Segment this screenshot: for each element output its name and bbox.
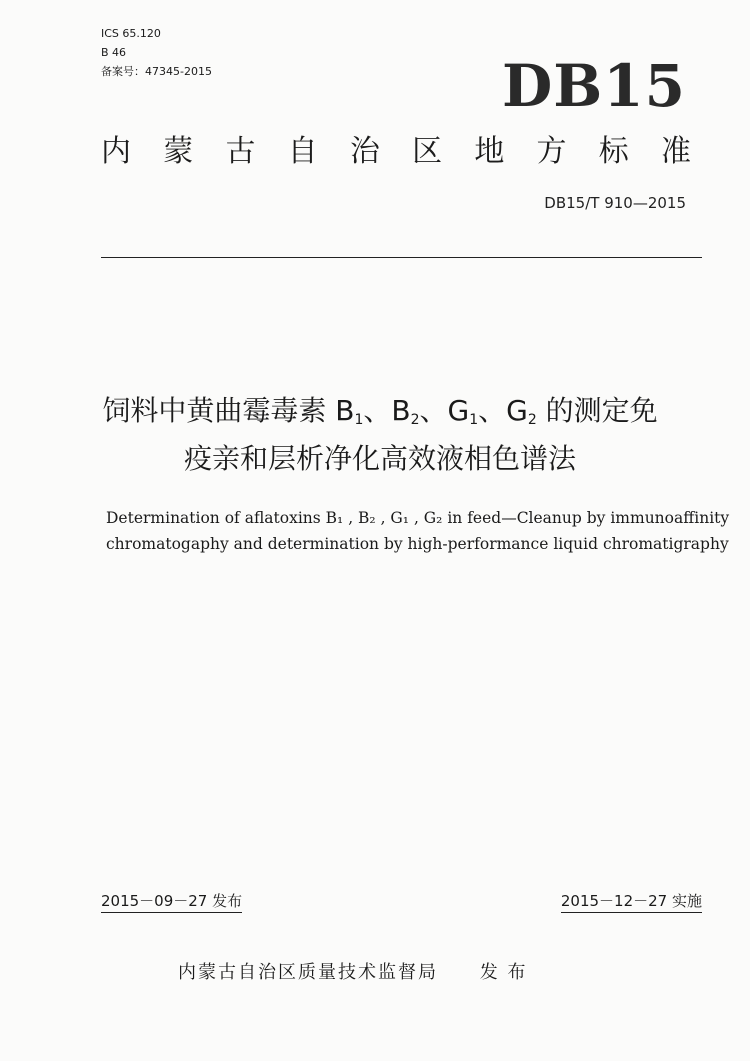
standard-type-char: 准	[660, 134, 691, 169]
record-number: 备案号：47345-2015	[101, 65, 212, 78]
chinese-title-line-2: 疫亲和层析净化高效液相色谱法	[183, 442, 576, 475]
classification-block	[101, 24, 212, 81]
issuer-org: 内蒙古自治区质量技术监督局	[178, 962, 438, 983]
subscript: 1	[354, 412, 364, 428]
standard-type-char: 方	[536, 134, 567, 169]
ics-code: ICS 65.120	[101, 27, 161, 40]
standard-type-char: 区	[412, 134, 443, 169]
standard-type-char: 治	[349, 134, 380, 169]
title-text: 、G	[478, 394, 528, 427]
title-text: 、G	[419, 394, 470, 427]
subscript: 1	[469, 412, 479, 428]
english-title	[106, 505, 730, 557]
header-divider	[101, 257, 702, 258]
subscript: 2	[527, 412, 537, 428]
publish-date: 2015－09－27 发布	[101, 890, 242, 913]
standard-number: DB15/T 910—2015	[544, 194, 686, 212]
english-title-line-2: chromatogaphy and determination by high-performance liquid chromatigraphy	[106, 535, 729, 553]
standard-type-char: 自	[287, 134, 318, 169]
title-text: 、B	[363, 394, 411, 427]
title-text: 的测定免	[536, 394, 658, 427]
implement-date: 2015－12－27 实施	[561, 890, 702, 913]
chinese-title-line-1	[60, 388, 700, 443]
issuer-action: 发 布	[479, 962, 528, 983]
title-text: 饲料中黄曲霉毒素 B	[102, 394, 355, 427]
standard-code-logo: DB15	[501, 52, 686, 120]
english-title-line-1: Determination of aflatoxins B₁ , B₂ , G₁ , G₂ in feed—Cleanup by immunoaffinity	[106, 509, 730, 527]
subscript: 2	[410, 412, 420, 428]
standard-type-char: 内	[101, 134, 131, 169]
issuing-authority	[178, 958, 527, 984]
standard-type-char: 蒙	[163, 134, 194, 169]
standard-type-char: 地	[474, 134, 505, 169]
standard-type-title	[101, 132, 691, 172]
standard-type-char: 标	[598, 134, 629, 169]
standard-type-char: 古	[225, 134, 256, 169]
category-code: B 46	[101, 46, 127, 59]
